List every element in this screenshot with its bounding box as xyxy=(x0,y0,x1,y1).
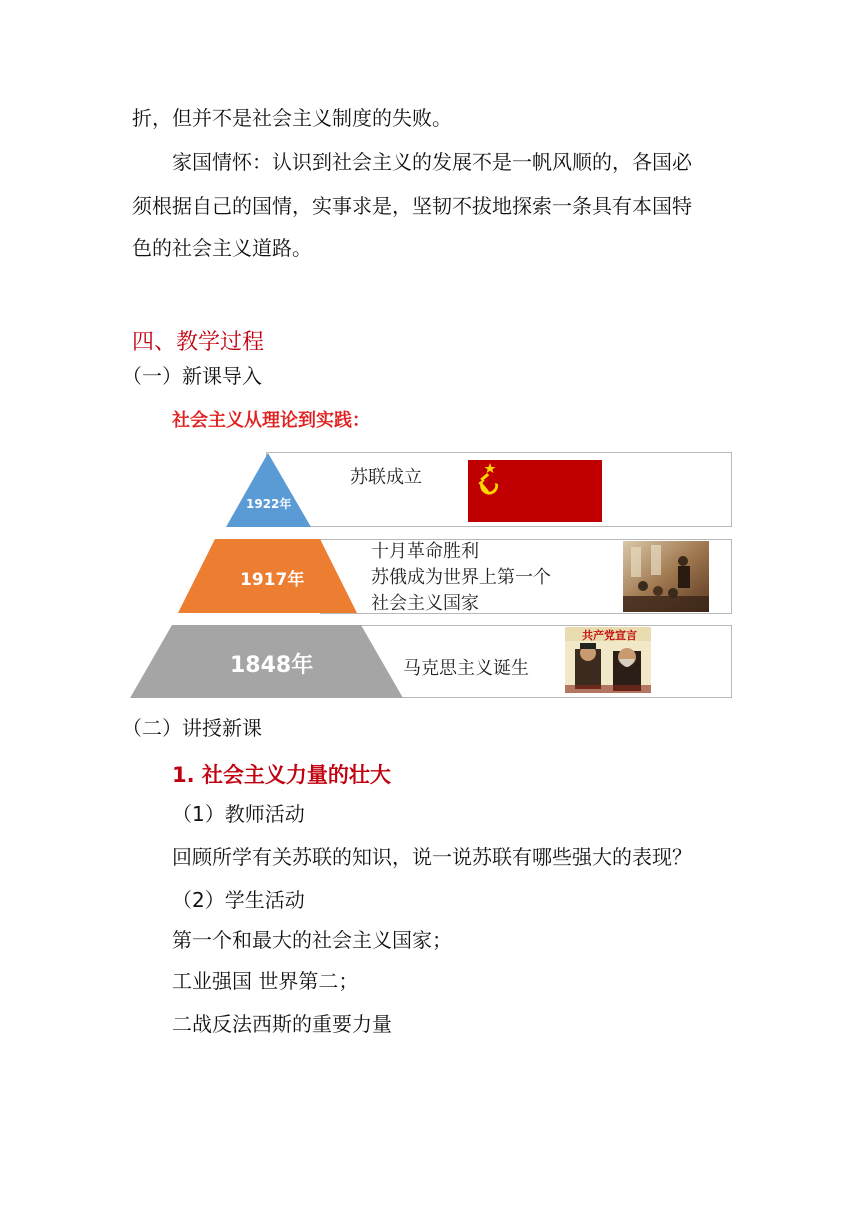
answer-line: 工业强国 世界第二； xyxy=(172,969,359,993)
answer-line: 第一个和最大的社会主义国家； xyxy=(172,928,452,952)
part-title: （二）讲授新课 xyxy=(122,716,262,740)
lesson-heading: 1. 社会主义力量的壮大 xyxy=(172,763,391,787)
paragraph-line: 色的社会主义道路。 xyxy=(132,236,312,260)
paragraph-line: 须根据自己的国情，实事求是，坚韧不拔地探索一条具有本国特 xyxy=(132,194,692,218)
october-revolution-painting xyxy=(623,541,709,612)
tier2-text-line1: 十月革命胜利 xyxy=(371,541,479,562)
tier1-text: 苏联成立 xyxy=(350,467,422,488)
tier3-year: 1848年 xyxy=(230,653,314,678)
tier2-text-line2: 苏俄成为世界上第一个 xyxy=(371,567,551,588)
teacher-question: 回顾所学有关苏联的知识，说一说苏联有哪些强大的表现？ xyxy=(172,845,692,869)
part-subtitle: 社会主义从理论到实践： xyxy=(172,410,370,431)
book-title: 共产党宣言 xyxy=(582,629,637,642)
tier1-year: 1922年 xyxy=(246,497,292,511)
soviet-flag-image xyxy=(468,460,602,522)
section-title: 四、教学过程 xyxy=(132,330,265,355)
tier1-triangle xyxy=(226,453,311,527)
student-activity-label: （2）学生活动 xyxy=(172,888,305,912)
teacher-activity-label: （1）教师活动 xyxy=(172,802,305,826)
paragraph-line: 家国情怀：认识到社会主义的发展不是一帆风顺的，各国必 xyxy=(172,150,692,174)
answer-line: 二战反法西斯的重要力量 xyxy=(172,1012,392,1036)
tier3-text: 马克思主义诞生 xyxy=(403,658,529,679)
paragraph-line: 折，但并不是社会主义制度的失败。 xyxy=(132,106,452,130)
tier2-year: 1917年 xyxy=(240,570,305,590)
tier2-text-line3: 社会主义国家 xyxy=(371,593,479,614)
part-title: （一）新课导入 xyxy=(122,364,262,388)
